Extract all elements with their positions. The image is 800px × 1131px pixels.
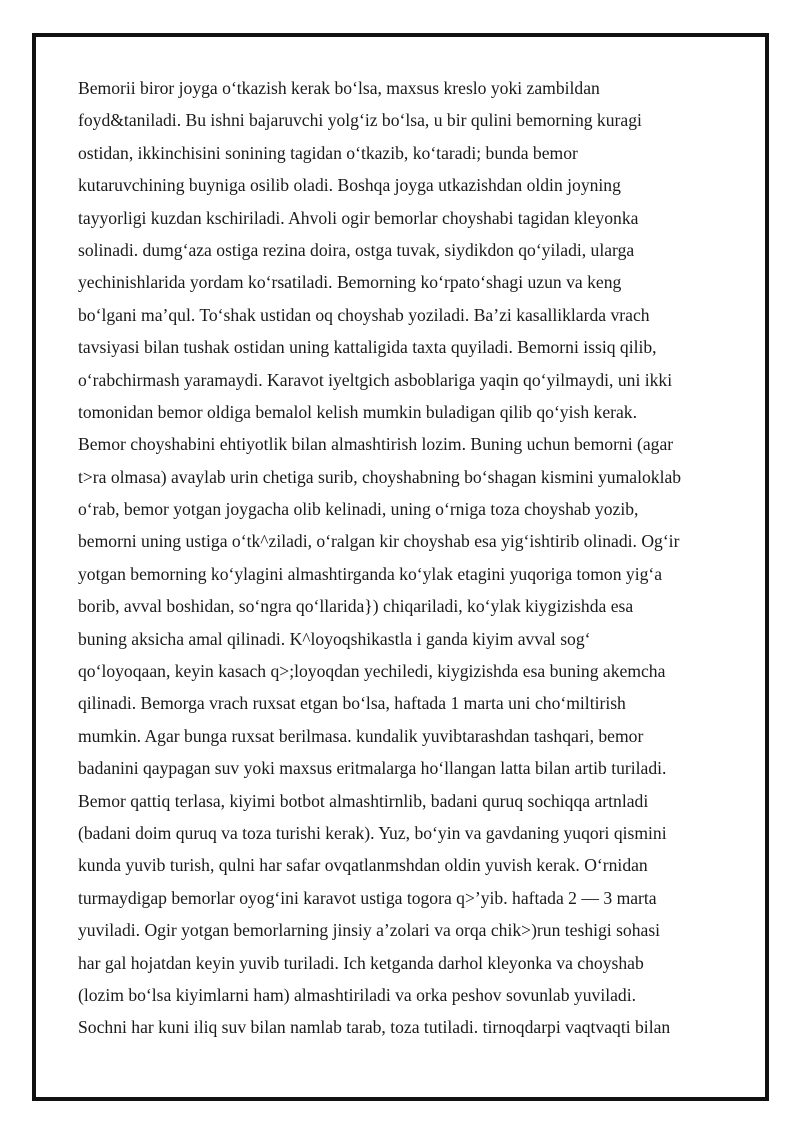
text-line: o‘rab, bemor yotgan joygacha olib kelinadi, uning o‘rniga toza choyshab yozib, — [78, 499, 639, 520]
text-line: bo‘lgani ma’qul. To‘shak ustidan oq choyshab yoziladi. Ba’zi kasalliklarda vrach — [78, 304, 650, 325]
text-line: bemorni uning ustiga o‘tk^ziladi, o‘ralgan kir choyshab esa yig‘ishtirib olinadi. Og‘ir — [78, 531, 680, 552]
text-line: foyd&taniladi. Bu ishni bajaruvchi yolg‘iz bo‘lsa, u bir qulini bemorning kuragi — [78, 110, 642, 131]
text-line: tayyorligi kuzdan kschiriladi. Ahvoli ogir bemorlar choyshabi tagidan kleyonka — [78, 207, 639, 228]
text-line: ostidan, ikkinchisini sonining tagidan o‘tkazib, ko‘taradi; bunda bemor — [78, 142, 578, 163]
text-line: mumkin. Agar bunga ruxsat berilmasa. kundalik yuvibtarashdan tashqari, bemor — [78, 725, 644, 746]
text-line: Bemor qattiq terlasa, kiyimi botbot almashtirnlib, badani quruq sochiqqa artnladi — [78, 790, 649, 811]
text-line: badanini qaypagan suv yoki maxsus eritmalarga ho‘llangan latta bilan artib turiladi. — [78, 758, 667, 779]
text-line: turmaydigap bemorlar oyog‘ini karavot ustiga togora q>’yib. haftada 2 — 3 marta — [78, 887, 657, 908]
text-line: qo‘loyoqaan, keyin kasach q>;loyoqdan yechiledi, kiygizishda esa buning akemcha — [78, 661, 666, 682]
text-line: (lozim bo‘lsa kiyimlarni ham) almashtiriladi va orka peshov sovunlab yuviladi. — [78, 984, 636, 1005]
text-line: qilinadi. Bemorga vrach ruxsat etgan bo‘lsa, haftada 1 marta uni cho‘miltirish — [78, 693, 626, 714]
text-line: Bemor choyshabini ehtiyotlik bilan almashtirish lozim. Buning uchun bemorni (agar — [78, 434, 674, 455]
text-line: kunda yuvib turish, qulni har safar ovqatlanmshdan oldin yuvish kerak. O‘rnidan — [78, 855, 648, 876]
text-line: Sochni har kuni iliq suv bilan namlab tarab, toza tutiladi. tirnoqdarpi vaqtvaqti bilan — [78, 1017, 671, 1038]
text-line: borib, avval boshidan, so‘ngra qo‘llarida}) chiqariladi, ko‘ylak kiygizishda esa — [78, 596, 634, 617]
text-line: kutaruvchining buyniga osilib oladi. Boshqa joyga utkazishdan oldin joyning — [78, 175, 621, 196]
text-line: (badani doim quruq va toza turishi kerak). Yuz, bo‘yin va gavdaning yuqori qismini — [78, 822, 667, 843]
text-line: yotgan bemorning ko‘ylagini almashtirganda ko‘ylak etagini yuqoriga tomon yig‘a — [78, 563, 663, 584]
text-line: t>ra olmasa) avaylab urin chetiga surib, choyshabning bo‘shagan kismini yumaloklab — [78, 466, 682, 487]
text-line: Bemorii biror joyga o‘tkazish kerak bo‘lsa, maxsus kreslo yoki zambildan — [78, 78, 600, 98]
text-line: yuviladi. Ogir yotgan bemorlarning jinsiy a’zolari va orqa chik>)run teshigi sohasi — [78, 920, 661, 941]
text-line: solinadi. dumg‘aza ostiga rezina doira, ostga tuvak, siydikdon qo‘yiladi, ularga — [78, 239, 635, 260]
text-line: tavsiyasi bilan tushak ostidan uning kattaligida taxta quyiladi. Bemorni issiq qilib, — [78, 337, 657, 358]
text-line: tomonidan bemor oldiga bemalol kelish mumkin buladigan qilib qo‘yish kerak. — [78, 401, 637, 422]
document-body — [78, 72, 728, 1044]
text-line: har gal hojatdan keyin yuvib turiladi. Ich ketganda darhol kleyonka va choyshab — [78, 952, 644, 973]
text-line: yechinishlarida yordam ko‘rsatiladi. Bemorning ko‘rpato‘shagi uzun va keng — [78, 272, 622, 293]
text-line: buning aksicha amal qilinadi. K^loyoqshikastla i ganda kiyim avval sog‘ — [78, 628, 591, 649]
text-line: o‘rabchirmash yaramaydi. Karavot iyeltgich asboblariga yaqin qo‘yilmaydi, uni ikki — [78, 369, 673, 390]
